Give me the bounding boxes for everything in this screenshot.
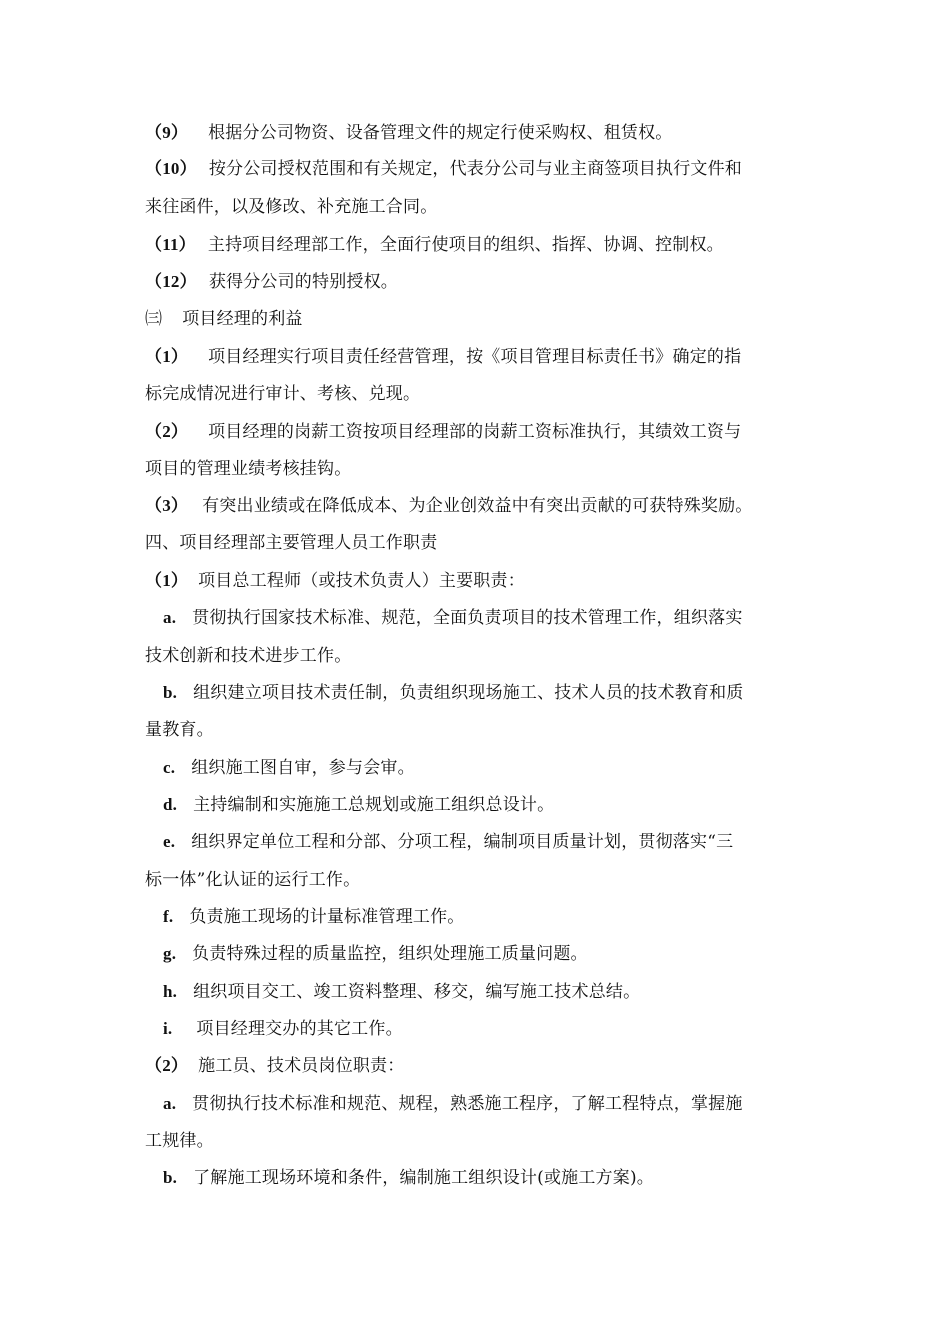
item-10 bbox=[145, 157, 815, 181]
item-12 bbox=[145, 270, 815, 294]
item-10-continued bbox=[145, 195, 815, 219]
duty-2b bbox=[145, 1166, 815, 1190]
item-marker: （2） bbox=[145, 422, 189, 441]
section-heading-4 bbox=[145, 531, 815, 555]
duty-f bbox=[145, 905, 815, 929]
duty-i bbox=[145, 1017, 815, 1041]
item-text: 项目经理的岗薪工资按项目经理部的岗薪工资标准执行，其绩效工资与 bbox=[208, 422, 742, 442]
item-text: 组织施工图自审，参与会审。 bbox=[191, 758, 415, 778]
duty-d bbox=[145, 793, 815, 817]
item-text: 按分公司授权范围和有关规定，代表分公司与业主商签项目执行文件和 bbox=[208, 159, 743, 179]
section-marker: ㈢ bbox=[145, 309, 163, 329]
item-11 bbox=[145, 233, 815, 257]
item-text: 了解施工现场环境和条件，编制施工组织设计(或施工方案)。 bbox=[193, 1168, 654, 1188]
benefit-item-1-continued bbox=[145, 382, 815, 406]
item-text: 项目经理交办的其它工作。 bbox=[196, 1019, 403, 1039]
item-marker: （1） bbox=[145, 347, 189, 366]
item-marker: a. bbox=[163, 1094, 177, 1113]
item-marker: c. bbox=[163, 758, 176, 777]
benefit-item-2 bbox=[145, 420, 815, 444]
section-title: 四、项目经理部主要管理人员工作职责 bbox=[145, 533, 438, 553]
item-marker: （1） bbox=[145, 571, 189, 590]
item-marker: （3） bbox=[145, 496, 189, 515]
item-marker: （2） bbox=[145, 1056, 189, 1075]
item-marker: i. bbox=[163, 1019, 173, 1038]
duty-e-continued bbox=[145, 868, 815, 892]
item-text: 工规律。 bbox=[145, 1131, 214, 1151]
item-marker: （9） bbox=[145, 123, 189, 142]
item-text: 项目经理实行项目责任经营管理，按《项目管理目标责任书》确定的指 bbox=[208, 347, 742, 367]
duty-a-continued bbox=[145, 644, 815, 668]
item-text: 标一体”化认证的运行工作。 bbox=[145, 870, 361, 890]
duty-group-2 bbox=[145, 1054, 815, 1078]
item-marker: g. bbox=[163, 944, 177, 963]
item-text: 项目总工程师（或技术负责人）主要职责： bbox=[198, 571, 525, 591]
item-marker: e. bbox=[163, 832, 176, 851]
item-text: 技术创新和技术进步工作。 bbox=[145, 646, 352, 666]
item-marker: b. bbox=[163, 683, 178, 702]
benefit-item-2-continued bbox=[145, 457, 815, 481]
duty-group-1 bbox=[145, 569, 815, 593]
item-text: 来往函件，以及修改、补充施工合同。 bbox=[145, 197, 438, 217]
duty-c bbox=[145, 756, 815, 780]
section-heading-3 bbox=[145, 307, 815, 331]
item-text: 组织建立项目技术责任制，负责组织现场施工、技术人员的技术教育和质 bbox=[193, 683, 744, 703]
item-text: 获得分公司的特别授权。 bbox=[208, 272, 399, 292]
benefit-item-3 bbox=[145, 494, 815, 518]
item-text: 组织界定单位工程和分部、分项工程，编制项目质量计划，贯彻落实“三 bbox=[191, 832, 734, 852]
duty-b bbox=[145, 681, 815, 705]
item-marker: b. bbox=[163, 1168, 178, 1187]
item-text: 主持编制和实施施工总规划或施工组织总设计。 bbox=[193, 795, 555, 815]
benefit-item-1 bbox=[145, 345, 815, 369]
duty-e bbox=[145, 830, 815, 854]
duty-g bbox=[145, 942, 815, 966]
duty-b-continued bbox=[145, 718, 815, 742]
item-marker: （11） bbox=[145, 235, 196, 254]
section-title: 项目经理的利益 bbox=[182, 309, 303, 329]
item-text: 负责特殊过程的质量监控，组织处理施工质量问题。 bbox=[192, 944, 588, 964]
item-text: 组织项目交工、竣工资料整理、移交，编写施工技术总结。 bbox=[193, 982, 641, 1002]
item-text: 项目的管理业绩考核挂钩。 bbox=[145, 459, 352, 479]
item-text: 负责施工现场的计量标准管理工作。 bbox=[189, 907, 465, 927]
item-marker: h. bbox=[163, 982, 178, 1001]
item-marker: f. bbox=[163, 907, 174, 926]
item-text: 贯彻执行技术标准和规范、规程，熟悉施工程序，了解工程特点，掌握施 bbox=[192, 1094, 743, 1114]
item-text: 量教育。 bbox=[145, 720, 214, 740]
item-text: 主持项目经理部工作，全面行使项目的组织、指挥、协调、控制权。 bbox=[207, 235, 724, 255]
item-marker: （10） bbox=[145, 159, 197, 178]
duty-a bbox=[145, 606, 815, 630]
duty-2a-continued bbox=[145, 1129, 815, 1153]
item-text: 有突出业绩或在降低成本、为企业创效益中有突出贡献的可获特殊奖励。 bbox=[202, 496, 753, 516]
item-text: 根据分公司物资、设备管理文件的规定行使采购权、租赁权。 bbox=[208, 123, 673, 143]
duty-h bbox=[145, 980, 815, 1004]
item-marker: a. bbox=[163, 608, 177, 627]
item-9 bbox=[145, 121, 815, 145]
item-text: 施工员、技术员岗位职责： bbox=[198, 1056, 405, 1076]
item-text: 标完成情况进行审计、考核、兑现。 bbox=[145, 384, 421, 404]
item-text: 贯彻执行国家技术标准、规范，全面负责项目的技术管理工作，组织落实 bbox=[192, 608, 743, 628]
duty-2a bbox=[145, 1092, 815, 1116]
item-marker: d. bbox=[163, 795, 178, 814]
item-marker: （12） bbox=[145, 272, 197, 291]
